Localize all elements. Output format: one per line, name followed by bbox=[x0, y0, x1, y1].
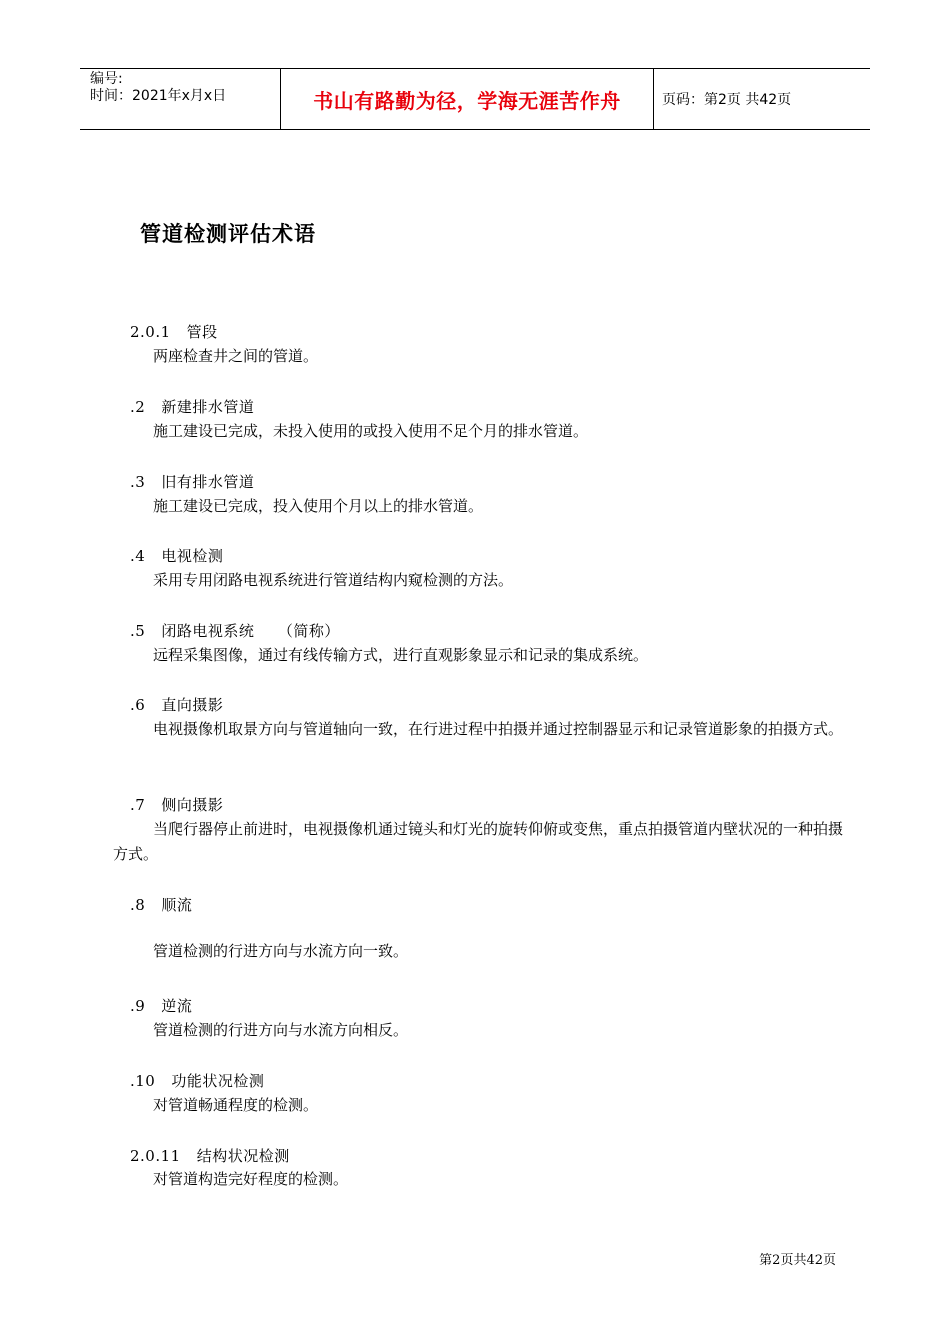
term-definition: 电视摄像机取景方向与管道轴向一致，在行进过程中拍摄并通过控制器显示和记录管道影象的拍摄方式。 bbox=[153, 720, 844, 738]
term-number: .3 bbox=[130, 473, 146, 491]
term-number: 2.0.1 bbox=[130, 323, 171, 341]
page-header bbox=[80, 68, 870, 130]
term-number: .10 bbox=[130, 1072, 156, 1090]
term-heading bbox=[130, 545, 223, 566]
term-heading bbox=[130, 794, 223, 815]
term-definition: 施工建设已完成，未投入使用的或投入使用不足个月的排水管道。 bbox=[153, 422, 589, 440]
term-definition: 管道检测的行进方向与水流方向一致。 bbox=[153, 942, 409, 960]
term-name: 功能状况检测 bbox=[171, 1072, 265, 1090]
term-name: 顺流 bbox=[161, 896, 193, 914]
term-number: 2.0.11 bbox=[130, 1147, 181, 1165]
term-heading bbox=[130, 995, 192, 1016]
term-heading bbox=[130, 396, 254, 417]
term-number: .2 bbox=[130, 398, 146, 416]
document-number-label: 编号: bbox=[90, 71, 123, 87]
term-number: .8 bbox=[130, 896, 146, 914]
document-time-label: 时间：2021年x月x日 bbox=[90, 88, 227, 104]
term-name: 结构状况检测 bbox=[196, 1147, 290, 1165]
term-definition: 对管道畅通程度的检测。 bbox=[153, 1096, 319, 1114]
term-definition: 当爬行器停止前进时，电视摄像机通过镜头和灯光的旋转仰俯或变焦，重点拍摄管道内壁状况的一种拍摄方式。 bbox=[113, 820, 844, 863]
term-definition: 两座检查井之间的管道。 bbox=[153, 347, 319, 365]
term-definition: 管道检测的行进方向与水流方向相反。 bbox=[153, 1021, 409, 1039]
term-name: 闭路电视系统 （简称） bbox=[161, 622, 340, 640]
term-name: 管段 bbox=[186, 323, 218, 341]
term-number: .4 bbox=[130, 547, 146, 565]
header-motto: 书山有路勤为径，学海无涯苦作舟 bbox=[313, 88, 621, 113]
term-number: .7 bbox=[130, 796, 146, 814]
term-number: .5 bbox=[130, 622, 146, 640]
term-name: 逆流 bbox=[161, 997, 193, 1015]
document-title: 管道检测评估术语 bbox=[140, 221, 316, 246]
header-page-cell bbox=[654, 69, 870, 129]
page-footer: 第2页共42页 bbox=[759, 1253, 836, 1268]
term-heading bbox=[130, 471, 254, 492]
term-name: 新建排水管道 bbox=[161, 398, 255, 416]
header-page-label: 页码：第2页 共42页 bbox=[662, 92, 792, 108]
term-definition: 对管道构造完好程度的检测。 bbox=[153, 1170, 349, 1188]
term-number: .6 bbox=[130, 696, 146, 714]
term-definition: 施工建设已完成，投入使用个月以上的排水管道。 bbox=[153, 497, 484, 515]
term-heading bbox=[130, 321, 218, 342]
term-number: .9 bbox=[130, 997, 146, 1015]
term-heading bbox=[130, 894, 192, 915]
term-heading bbox=[130, 1070, 264, 1091]
term-heading bbox=[130, 620, 340, 641]
term-name: 电视检测 bbox=[161, 547, 224, 565]
term-heading bbox=[130, 1145, 290, 1166]
term-name: 直向摄影 bbox=[161, 696, 224, 714]
term-name: 旧有排水管道 bbox=[161, 473, 255, 491]
term-definition: 采用专用闭路电视系统进行管道结构内窥检测的方法。 bbox=[153, 571, 514, 589]
term-definition: 远程采集图像，通过有线传输方式，进行直观影象显示和记录的集成系统。 bbox=[153, 646, 649, 664]
header-info-cell bbox=[80, 69, 281, 129]
term-name: 侧向摄影 bbox=[161, 796, 224, 814]
header-motto-cell bbox=[281, 69, 654, 129]
term-heading bbox=[130, 694, 223, 715]
